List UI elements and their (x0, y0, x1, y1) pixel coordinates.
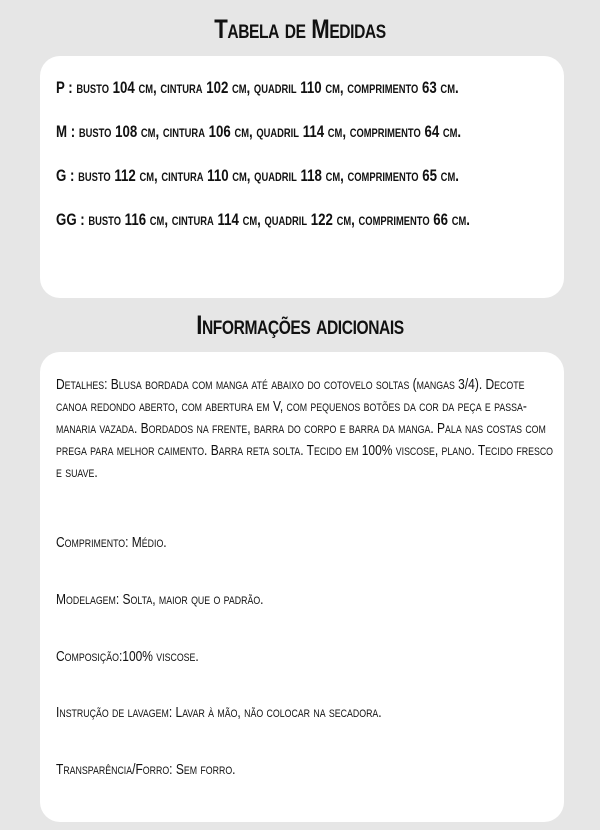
size-table-card (40, 56, 564, 298)
size-table-title: Tabela de Medidas (214, 14, 386, 44)
composicao-text: Composição:100% viscose. (56, 648, 199, 665)
transparencia-text: Transparência/Forro: Sem forro. (56, 761, 236, 778)
modelagem-text: Modelagem: Solta, maior que o padrão. (56, 591, 264, 608)
lavagem-text: Instrução de lavagem: Lavar à mão, não colocar na secadora. (56, 704, 382, 721)
additional-info-title: Informações adicionais (196, 310, 404, 340)
additional-info-card (40, 352, 564, 822)
size-row-m: M : busto 108 cm, cintura 106 cm, quadril 114 cm, comprimento 64 cm. (56, 122, 462, 141)
details-text: Detalhes: Blusa bordada com manga até abaixo do cotovelo soltas (mangas 3/4). Decote canoa redondo aberto, com abertura em V, com pequenos botões da cor da peça e passa-manaria vazada. Bordados na frente, barra do corpo e barra da manga. Pala nas costas com prega para melhor caimento. Barra reta solta. Tecido em 100% viscose, plano. Tecido fresco e suave. (56, 376, 554, 481)
comprimento-text: Comprimento: Médio. (56, 534, 167, 551)
size-row-p: P : busto 104 cm, cintura 102 cm, quadril 110 cm, comprimento 63 cm. (56, 78, 459, 97)
size-row-g: G : busto 112 cm, cintura 110 cm, quadril 118 cm, comprimento 65 cm. (56, 166, 459, 185)
size-row-gg: GG : busto 116 cm, cintura 114 cm, quadril 122 cm, comprimento 66 cm. (56, 210, 470, 229)
